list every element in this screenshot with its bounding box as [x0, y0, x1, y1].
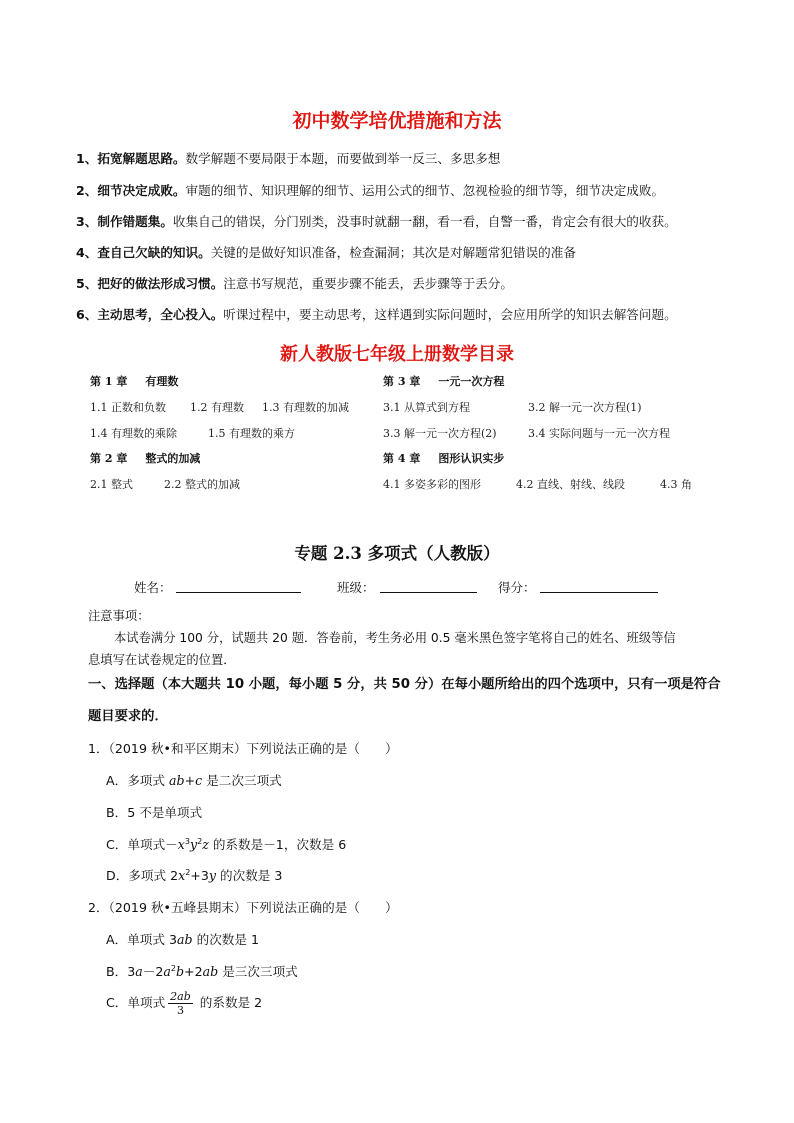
tip-4-text: 关键的是做好知识准备，检查漏洞；其次是对解题常犯错误的准备: [210, 245, 576, 260]
chapter-4-name: 图形认识实步: [438, 452, 505, 465]
tip-2-heading: 2、细节决定成败。: [76, 183, 186, 198]
toc-section: 1.5 有理数的乘方: [208, 427, 295, 440]
q1c-exp2: 2: [197, 836, 203, 846]
toc-chapter-1: [90, 373, 178, 389]
toc-section: 3.1 从算式到方程: [383, 401, 470, 414]
q2c-pre: C．单项式: [106, 995, 166, 1010]
tip-1: [76, 148, 500, 167]
tip-1-text: 数学解题不要局限于本题，而要做到举一反三、多思多想: [185, 151, 501, 166]
q1c-x: x: [177, 837, 185, 852]
tip-4-heading: 4、查自己欠缺的知识。: [76, 245, 211, 260]
q1d-mid: +3: [190, 868, 209, 883]
notice-line-1: 本试卷满分 100 分，试题共 20 题．答卷前，考生务必用 0.5 毫米黑色签字笔将自己的姓名、班级等信: [114, 631, 676, 645]
q1d-exp: 2: [185, 867, 191, 877]
q1c-post: 的系数是－1，次数是 6: [208, 837, 347, 852]
tip-6: [76, 304, 677, 323]
section-1-heading: 一、选择题（本大题共 10 小题，每小题 5 分，共 50 分）在每小题所给出的四个选项中，只有一项是符合: [88, 677, 721, 692]
tip-2: [76, 180, 664, 199]
tip-1-heading: 1、拓宽解题思路。: [76, 151, 186, 166]
q2a-post: 的次数是 1: [192, 932, 259, 947]
toc-title: 新人教版七年级上册数学目录: [280, 344, 514, 365]
q2b-a2: a: [163, 964, 171, 979]
q1c-pre: C．单项式－: [106, 837, 178, 852]
q2b-m2: +2: [184, 964, 203, 979]
tip-5-heading: 5、把好的做法形成习惯。: [76, 276, 224, 291]
notice-line-2: 息填写在试卷规定的位置．: [88, 653, 236, 667]
chapter-2-name: 整式的加减: [145, 452, 201, 465]
q1c-exp1: 3: [184, 836, 190, 846]
q1d-y: y: [208, 868, 216, 883]
q1d-pre: D．多项式 2: [106, 868, 179, 883]
toc-section: 1.1 正数和负数: [90, 401, 166, 414]
toc-section: 3.2 解一元一次方程(1): [528, 401, 642, 414]
q1b-text: B．5 不是单项式: [106, 805, 203, 820]
toc-chapter-3: [383, 373, 504, 389]
question-2-option-a[interactable]: [106, 929, 259, 948]
notice-label: 注意事项：: [88, 609, 150, 623]
question-2-option-c[interactable]: [106, 990, 262, 1017]
q2b-m1: －2: [142, 964, 164, 979]
section-1-heading-cont: 题目要求的．: [88, 709, 168, 724]
q1c-z: z: [202, 837, 209, 852]
question-2-stem: 2．（2019 秋•五峰县期末）下列说法正确的是（ ）: [88, 900, 398, 915]
q2c-numerator: 2ab: [170, 990, 191, 1003]
q2a-pre: A．单项式 3: [106, 932, 178, 947]
tip-5-text: 注意书写规范，重要步骤不能丢，丢步骤等于丢分。: [223, 276, 513, 291]
chapter-3-label: 第 3 章: [383, 375, 421, 388]
question-1-option-b[interactable]: [106, 802, 202, 821]
toc-section: 3.4 实际问题与一元一次方程: [528, 427, 670, 440]
q1d-post: 的次数是 3: [216, 868, 283, 883]
q1c-y: y: [189, 837, 198, 852]
toc-chapter-2: [90, 450, 200, 466]
question-1-option-d[interactable]: [106, 865, 282, 884]
q2c-post: 的系数是 2: [195, 995, 263, 1010]
chapter-4-label: 第 4 章: [383, 452, 421, 465]
tip-3-heading: 3、制作错题集。: [76, 214, 173, 229]
question-1-stem: 1．（2019 秋•和平区期末）下列说法正确的是（ ）: [88, 741, 398, 756]
toc-section: 2.1 整式: [90, 478, 133, 491]
score-label: 得分：: [498, 580, 536, 595]
toc-section: 4.3 角: [660, 478, 692, 491]
q1a-post: 是二次三项式: [202, 773, 282, 788]
toc-section: 4.1 多姿多彩的图形: [383, 478, 481, 491]
question-1-option-c[interactable]: [106, 834, 346, 853]
toc-section: 4.2 直线、射线、线段: [516, 478, 625, 491]
tip-4: [76, 242, 576, 261]
class-label: 班级：: [337, 580, 375, 595]
tip-3: [76, 211, 677, 230]
q2a-math: ab: [177, 932, 193, 947]
q2b-a1: a: [135, 964, 143, 979]
q2b-post: 是三次三项式: [218, 964, 298, 979]
tip-5: [76, 273, 513, 292]
name-field[interactable]: [176, 578, 301, 593]
exam-title: 专题 2.3 多项式（人教版）: [294, 544, 500, 563]
tip-2-text: 审题的细节、知识理解的细节、运用公式的细节、忽视检验的细节等，细节决定成败。: [185, 183, 665, 198]
toc-section: 1.3 有理数的加减: [262, 401, 349, 414]
q2c-fraction: [168, 990, 193, 1017]
q2b-b: b: [175, 964, 185, 979]
tip-3-text: 收集自己的错误，分门别类，没事时就翻一翻，看一看，自警一番，肯定会有很大的收获。: [172, 214, 677, 229]
class-field[interactable]: [380, 578, 477, 593]
question-2-option-b[interactable]: [106, 961, 298, 980]
chapter-2-label: 第 2 章: [90, 452, 128, 465]
name-label: 姓名：: [134, 580, 172, 595]
page-title: 初中数学培优措施和方法: [292, 110, 502, 132]
tip-6-heading: 6、主动思考，全心投入。: [76, 307, 224, 322]
toc-chapter-4: [383, 450, 504, 466]
toc-section: 2.2 整式的加减: [164, 478, 240, 491]
chapter-1-name: 有理数: [145, 375, 179, 388]
chapter-1-label: 第 1 章: [90, 375, 128, 388]
q2c-denominator: 3: [176, 1004, 184, 1017]
q1d-x: x: [178, 868, 186, 883]
q1a-pre: A．多项式: [106, 773, 169, 788]
q2b-pre: B．3: [106, 964, 136, 979]
toc-section: 1.4 有理数的乘除: [90, 427, 177, 440]
q1a-math: ab+c: [169, 773, 203, 788]
question-1-option-a[interactable]: [106, 770, 282, 789]
chapter-3-name: 一元一次方程: [438, 375, 505, 388]
toc-section: 1.2 有理数: [190, 401, 244, 414]
q2b-ab: ab: [202, 964, 219, 979]
tip-6-text: 听课过程中，要主动思考，这样遇到实际问题时，会应用所学的知识去解答问题。: [223, 307, 677, 322]
q2b-exp: 2: [170, 963, 176, 973]
toc-section: 3.3 解一元一次方程(2): [383, 427, 497, 440]
score-field[interactable]: [540, 578, 658, 593]
